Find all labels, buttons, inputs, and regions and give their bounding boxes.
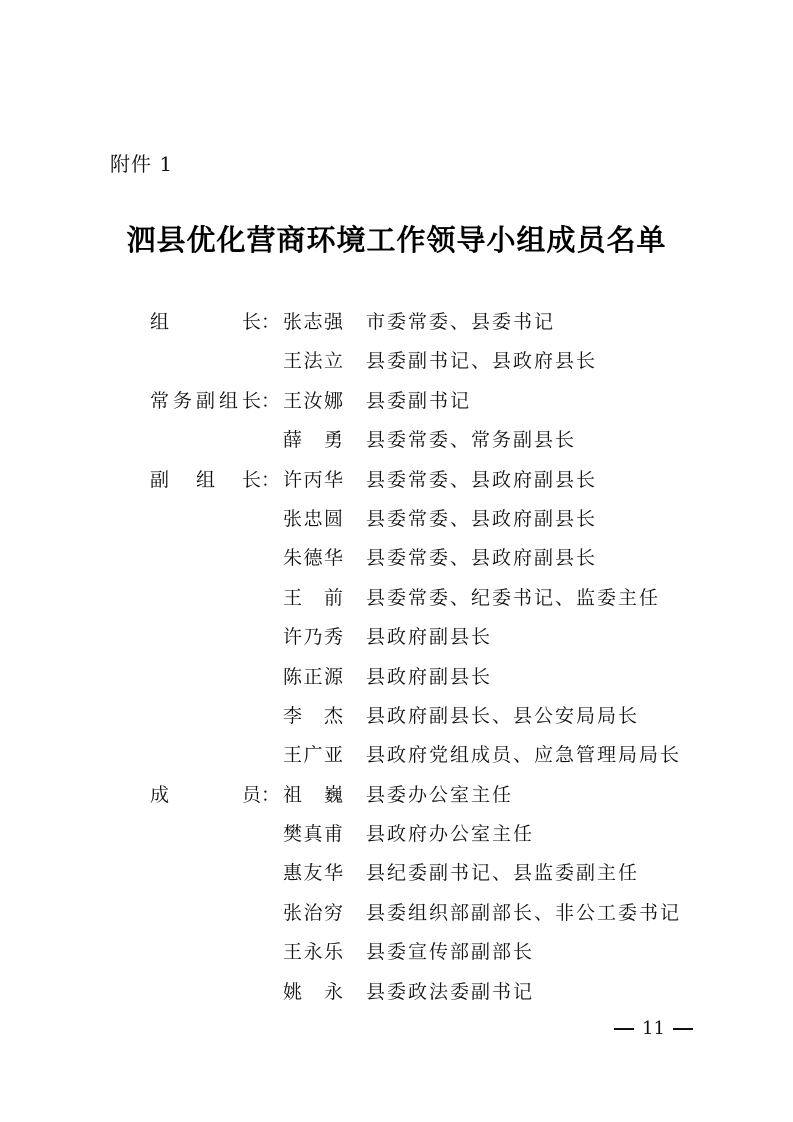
char-segment: 组 — [195, 468, 215, 491]
roster-row — [150, 461, 750, 500]
member-position: 县委常委、纪委书记、监委主任 — [366, 586, 661, 609]
char-segment: 乐 — [323, 941, 343, 964]
char-segment: 广 — [303, 744, 323, 767]
char-segment: 立 — [323, 350, 343, 373]
roster-row — [150, 697, 750, 736]
char-segment: 华 — [323, 862, 343, 885]
roster-row — [150, 303, 750, 342]
roster-row — [150, 815, 750, 854]
roster-row — [150, 618, 750, 657]
roster-row — [150, 854, 750, 893]
char-segment: 强 — [323, 311, 343, 333]
member-position: 县委常委、常务副县长 — [366, 429, 577, 452]
char-segment: 组 — [150, 311, 170, 333]
member-name — [283, 776, 343, 815]
char-segment: 圆 — [323, 507, 343, 530]
member-position: 县委宣传部副部长 — [366, 941, 535, 964]
member-position: 县委常委、县政府副县长 — [366, 507, 598, 530]
member-position: 县委副书记 — [366, 389, 472, 412]
member-name — [283, 382, 343, 421]
member-position: 县纪委副书记、县监委副主任 — [366, 862, 640, 885]
char-segment: 姚 — [283, 980, 303, 1003]
char-segment: 乃 — [303, 626, 323, 649]
roster-row — [150, 539, 750, 578]
char-segment: 长： — [241, 311, 280, 333]
roster-row — [150, 933, 750, 972]
roster-row — [150, 382, 750, 421]
char-segment: 王 — [283, 586, 303, 609]
char-segment: 巍 — [323, 783, 343, 806]
char-segment: 王 — [283, 744, 303, 767]
member-position: 县委副书记、县政府县长 — [366, 350, 598, 373]
roster-row — [150, 736, 750, 775]
role-label — [150, 461, 280, 500]
char-segment: 陈 — [283, 665, 303, 688]
char-segment: 组 — [218, 389, 238, 412]
char-segment: 前 — [323, 586, 343, 609]
char-segment: 王 — [283, 350, 303, 373]
char-segment: 丙 — [303, 468, 323, 491]
member-name — [283, 500, 343, 539]
char-segment: 忠 — [303, 507, 323, 530]
char-segment: 长： — [241, 389, 280, 412]
char-segment: 张 — [283, 901, 303, 924]
roster-row — [150, 776, 750, 815]
page-footer — [614, 1018, 693, 1039]
roster-row — [150, 500, 750, 539]
member-name — [283, 539, 343, 578]
char-segment: 穷 — [323, 901, 343, 924]
member-name — [283, 421, 343, 460]
char-segment: 李 — [283, 704, 303, 727]
member-name — [283, 697, 343, 736]
member-position: 县委政法委副书记 — [366, 980, 535, 1003]
roster-row — [150, 342, 750, 381]
char-segment: 务 — [172, 389, 192, 412]
page-number: 11 — [642, 1018, 665, 1039]
member-name — [283, 342, 343, 381]
char-segment: 娜 — [323, 389, 343, 412]
char-segment: 员： — [241, 783, 280, 806]
char-segment: 成 — [150, 783, 170, 806]
roster-row — [150, 973, 750, 1012]
member-roster — [150, 303, 750, 1012]
roster-row — [150, 894, 750, 933]
char-segment: 常 — [150, 389, 170, 412]
char-segment: 志 — [303, 311, 323, 333]
member-name — [283, 658, 343, 697]
right-dash — [673, 1028, 693, 1030]
char-segment: 杰 — [323, 704, 343, 727]
member-position: 县政府副县长、县公安局局长 — [366, 704, 640, 727]
char-segment: 张 — [283, 507, 303, 530]
member-name — [283, 973, 343, 1012]
member-name — [283, 618, 343, 657]
char-segment: 许 — [283, 626, 303, 649]
char-segment: 惠 — [283, 862, 303, 885]
roster-row — [150, 579, 750, 618]
member-position: 县委办公室主任 — [366, 783, 514, 806]
member-position: 县政府办公室主任 — [366, 823, 535, 846]
char-segment: 薛 — [283, 429, 303, 452]
char-segment: 法 — [303, 350, 323, 373]
member-name — [283, 736, 343, 775]
char-segment: 王 — [283, 389, 303, 412]
char-segment: 正 — [303, 665, 323, 688]
member-name — [283, 933, 343, 972]
char-segment: 华 — [323, 547, 343, 570]
attachment-label: 附件 1 — [110, 152, 174, 176]
member-position: 县政府副县长 — [366, 665, 493, 688]
char-segment: 勇 — [323, 429, 343, 452]
char-segment: 永 — [323, 980, 343, 1003]
char-segment: 甫 — [323, 823, 343, 846]
char-segment: 朱 — [283, 547, 303, 570]
member-name — [283, 303, 343, 342]
char-segment: 祖 — [283, 783, 303, 806]
member-position: 县委常委、县政府副县长 — [366, 547, 598, 570]
member-position: 县政府副县长 — [366, 626, 493, 649]
char-segment: 樊 — [283, 823, 303, 846]
char-segment: 许 — [283, 468, 303, 491]
char-segment: 真 — [303, 823, 323, 846]
member-position: 市委常委、县委书记 — [366, 311, 556, 333]
char-segment: 治 — [303, 901, 323, 924]
member-name — [283, 461, 343, 500]
role-label — [150, 303, 280, 342]
member-name — [283, 579, 343, 618]
char-segment: 友 — [303, 862, 323, 885]
char-segment: 华 — [323, 468, 343, 491]
char-segment: 源 — [323, 665, 343, 688]
member-name — [283, 894, 343, 933]
char-segment: 秀 — [323, 626, 343, 649]
member-position: 县委常委、县政府副县长 — [366, 468, 598, 491]
member-position: 县委组织部副部长、非公工委书记 — [366, 901, 682, 924]
char-segment: 副 — [150, 468, 170, 491]
char-segment: 汝 — [303, 389, 323, 412]
member-name — [283, 854, 343, 893]
roster-row — [150, 658, 750, 697]
char-segment: 德 — [303, 547, 323, 570]
char-segment: 亚 — [323, 744, 343, 767]
role-label — [150, 776, 280, 815]
roster-row — [150, 421, 750, 460]
char-segment: 王 — [283, 941, 303, 964]
role-label — [150, 382, 280, 421]
member-name — [283, 815, 343, 854]
member-position: 县政府党组成员、应急管理局局长 — [366, 744, 682, 767]
left-dash — [614, 1028, 634, 1030]
char-segment: 张 — [283, 311, 303, 333]
char-segment: 永 — [303, 941, 323, 964]
document-title: 泗县优化营商环境工作领导小组成员名单 — [126, 223, 667, 257]
char-segment: 副 — [195, 389, 215, 412]
char-segment: 长： — [241, 468, 280, 491]
